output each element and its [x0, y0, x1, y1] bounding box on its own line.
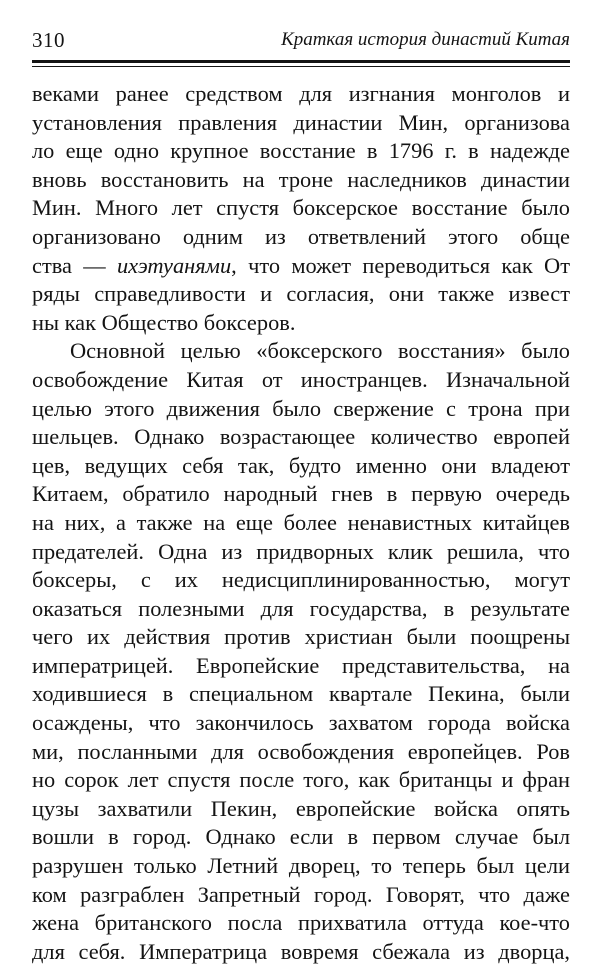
- text-line: императрицей. Европейские представительства, на: [32, 652, 570, 678]
- text-line: ло еще одно крупное восстание в 1796 г. в надежде: [32, 138, 570, 164]
- text-line: для себя. Императрица вовремя сбежала из дворца,: [32, 938, 570, 964]
- text-segment: ства —: [32, 252, 117, 278]
- text-line: предателей. Одна из придворных клик решила, что: [32, 538, 570, 564]
- text-line: жена британского посла прихватила оттуда кое-что: [32, 910, 570, 936]
- text-line: ми, посланными для освобождения европейцев. Ров: [32, 738, 570, 764]
- text-line: вошли в город. Однако если в первом случае был: [32, 824, 570, 850]
- header-rule-thick: [32, 60, 570, 63]
- text-line: чего их действия против христиан были поощрены: [32, 624, 570, 650]
- text-line: но сорок лет спустя после того, как британцы и фран: [32, 767, 570, 793]
- text-line: осаждены, что закончилось захватом города войска: [32, 710, 570, 736]
- text-line: целью этого движения было свержение с трона при: [32, 395, 570, 421]
- text-line: Китаем, обратило народный гнев в первую очередь: [32, 481, 570, 507]
- text-line: установления правления династии Мин, организова: [32, 109, 570, 135]
- text-line: Мин. Много лет спустя боксерское восстание было: [32, 195, 570, 221]
- italic-term: ихэтуанями: [116, 252, 232, 278]
- text-line: ряды справедливости и согласия, они также извест: [32, 281, 570, 307]
- text-line: ны как Общество боксеров.: [32, 309, 296, 335]
- text-line: Основной целью «боксерского восстания» было: [70, 338, 570, 364]
- running-title: Краткая история династий Китая: [281, 29, 570, 50]
- text-line: шельцев. Однако возрастающее количество европей: [32, 424, 570, 450]
- text-line: ходившиеся в специальном квартале Пекина, были: [32, 681, 570, 707]
- text-line: цев, ведущих себя так, будто именно они владеют: [32, 452, 570, 478]
- text-line: организовано одним из ответвлений этого обще: [32, 223, 570, 249]
- text-line: оказаться полезными для государства, в результате: [32, 595, 570, 621]
- page-number: 310: [32, 28, 65, 52]
- page-header: [32, 26, 570, 56]
- text-line: ком разграблен Запретный город. Говорят, что даже: [32, 881, 570, 907]
- text-line: на них, а также на еще более ненавистных китайцев: [32, 509, 570, 535]
- text-line: освобождение Китая от иностранцев. Изначальной: [32, 366, 570, 392]
- text-line: веками ранее средством для изгнания монголов и: [32, 81, 570, 106]
- text-line: боксеры, с их недисциплинированностью, могут: [32, 567, 570, 593]
- text-line: цузы захватили Пекин, европейские войска опять: [32, 795, 570, 821]
- text-line: вновь восстановить на троне наследников династии: [32, 166, 570, 192]
- text-line: разрушен только Летний дворец, то теперь был цели: [32, 853, 570, 879]
- body-text: [32, 80, 570, 966]
- text-line-with-italic: [32, 252, 570, 281]
- text-segment: , что может переводиться как От: [231, 252, 570, 278]
- header-rule-thin: [32, 66, 570, 67]
